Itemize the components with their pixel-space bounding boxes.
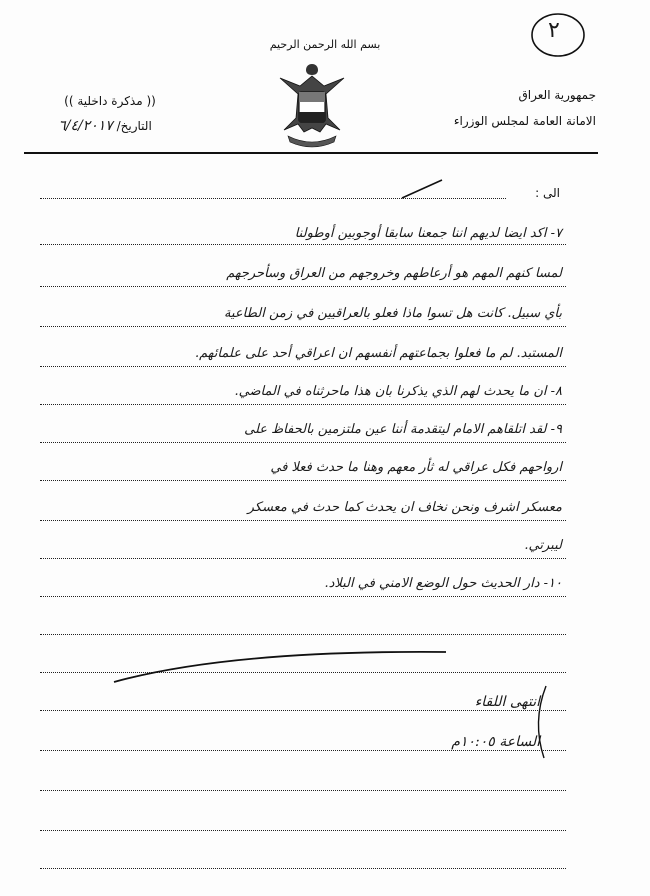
ruled-line — [40, 442, 566, 443]
header-organization: الامانة العامة لمجلس الوزراء — [453, 114, 596, 128]
ruled-line — [40, 520, 566, 521]
ruled-line — [40, 596, 566, 597]
basmala: بسم الله الرحمن الرحيم — [269, 38, 381, 51]
memo-type: (( مذكرة داخلية )) — [64, 94, 156, 108]
signature-bracket — [528, 682, 552, 762]
to-label: الى : — [535, 186, 560, 200]
ruled-line — [40, 830, 566, 831]
closing-time: الساعة ١٠:٠٥م — [451, 734, 540, 750]
memo-date — [30, 118, 180, 134]
ruled-line — [40, 366, 566, 367]
ruled-line — [40, 404, 566, 405]
ruled-line — [40, 710, 566, 711]
iraq-emblem-icon — [274, 58, 350, 154]
ruled-line — [40, 750, 566, 751]
body-line-5: ٨- ان ما يحدث لهم الذي يذكرنا بان هذا ماحرثناه في الماضي. — [234, 384, 562, 399]
page-number: ٢ — [548, 18, 560, 43]
ruled-line — [40, 286, 566, 287]
ruled-line — [40, 480, 566, 481]
ruled-line — [40, 790, 566, 791]
date-value: ٦/٤/٢٠١٧ — [58, 118, 113, 134]
to-slash-mark — [398, 176, 446, 202]
body-line-8: معسكر اشرف ونحن نخاف ان يحدث كما حدث في معسكر — [247, 500, 562, 515]
ruled-line — [40, 244, 566, 245]
body-line-10: ١٠- دار الحديث حول الوضع الامني في البلاد. — [324, 576, 562, 591]
body-line-3: بأي سبيل. كانت هل تسوا ماذا فعلو بالعراقيين في زمن الطاعية — [224, 306, 562, 321]
body-line-6: ٩- لقد اتلقاهم الامام ليتقدمة أننا عين ملتزمين بالحفاظ على — [244, 422, 562, 437]
header-country: جمهورية العراق — [518, 88, 596, 102]
header-divider — [24, 152, 598, 154]
closing-text: انتهى اللقاء — [474, 694, 540, 710]
ruled-line — [40, 326, 566, 327]
body-line-7: ارواحهم فكل عراقي له ثأر معهم وهنا ما حدث فعلا في — [270, 460, 562, 475]
body-line-2: لمسا كنهم المهم هو أرعاطهم وخروجهم من العراق وسأحرجهم — [226, 266, 562, 281]
body-line-9: ليبرتي. — [524, 538, 562, 553]
body-line-4: المستبد. لم ما فعلوا بجماعتهم أنفسهم ان اعراقي أحد على علمائهم. — [195, 346, 562, 361]
body-line-1: ٧- اكد ايضا لديهم اننا جمعنا سابقا أوجوبين أوطولنا — [294, 226, 562, 241]
ruled-line — [40, 868, 566, 869]
date-label: التاريخ/ — [112, 119, 152, 133]
closing-stroke — [110, 630, 450, 690]
ruled-line — [40, 558, 566, 559]
